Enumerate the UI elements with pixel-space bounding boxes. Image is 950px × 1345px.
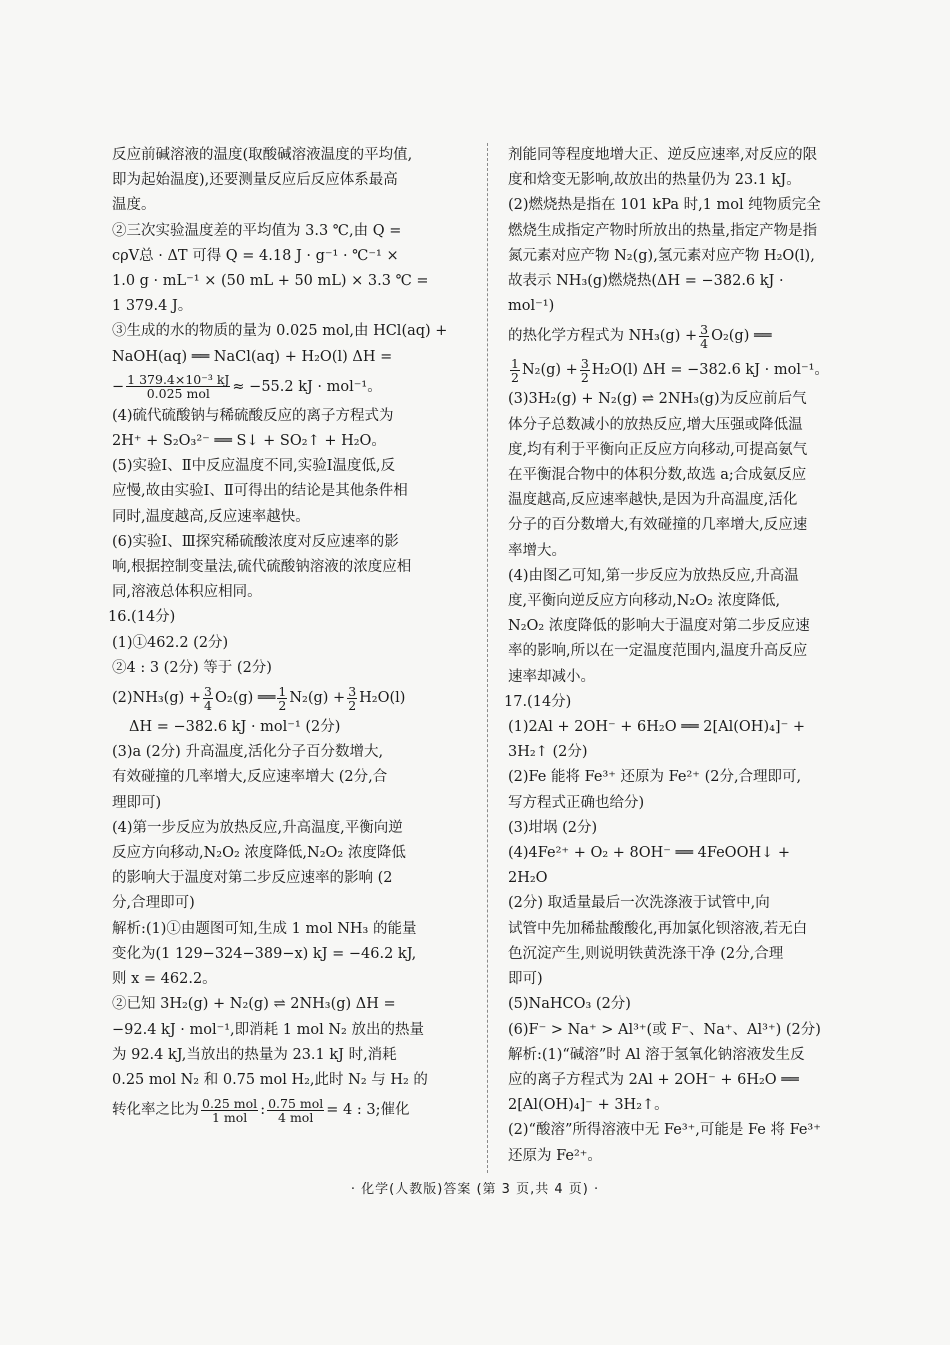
text-line: cρV总 · ΔT 可得 Q = 4.18 J · g⁻¹ · ℃⁻¹ × xyxy=(112,247,399,264)
text-line: 色沉淀产生,则说明铁黄洗涤干净 (2分,合理 xyxy=(508,945,784,962)
text-line: 温度越高,反应速率越快,是因为升高温度,活化 xyxy=(508,492,798,509)
fraction-denominator: 0.025 mol xyxy=(146,386,210,402)
text-line: 分,合理即可) xyxy=(112,895,195,912)
text-line: 同,溶液总体积应相同。 xyxy=(112,584,262,601)
text-line: 率的影响,所以在一定温度范围内,温度升高反应 xyxy=(508,643,808,660)
text-line: 反应前碱溶液的温度(取酸碱溶液温度的平均值, xyxy=(112,147,413,163)
text-line: 氮元素对应产物 N₂(g),氢元素对应产物 H₂O(l), xyxy=(508,247,815,264)
text-line: 度,平衡向逆反应方向移动,N₂O₂ 浓度降低, xyxy=(508,593,781,610)
equation-part: H₂O(l) ΔH = −382.6 kJ · mol⁻¹。 xyxy=(591,362,829,379)
ratio-colon: : xyxy=(260,1102,266,1119)
text-line: 度,均有利于平衡向正反应方向移动,可提高氨气 xyxy=(508,441,808,458)
equation-part: H₂O(l) xyxy=(359,690,406,707)
text-line: 剂能同等程度地增大正、逆反应速率,对反应的限 xyxy=(508,147,818,163)
text-line: (4)硫代硫酸钠与稀硫酸反应的离子方程式为 xyxy=(112,407,394,424)
text-line: (2分) 取适量最后一次洗涤液于试管中,向 xyxy=(508,895,770,912)
text-line: 1.0 g · mL⁻¹ × (50 mL + 50 mL) × 3.3 ℃ = xyxy=(112,273,429,290)
text-line: 在平衡混合物中的体积分数,故选 a;合成氨反应 xyxy=(508,467,807,484)
text-line: 1 379.4 J。 xyxy=(112,298,193,315)
equation-part: N₂(g) + xyxy=(521,362,578,379)
thermo-equation xyxy=(112,681,472,715)
text-line: NaOH(aq) ══ NaCl(aq) + H₂O(l) ΔH = xyxy=(112,348,393,365)
text-line: (5)实验Ⅰ、Ⅱ中反应温度不同,实验Ⅰ温度低,反 xyxy=(112,458,396,475)
text-line: 有效碰撞的几率增大,反应速率增大 (2分,合 xyxy=(112,769,388,786)
text-line: 度和焓变无影响,故放出的热量仍为 23.1 kJ。 xyxy=(508,172,801,189)
answer-line: ②4 : 3 (2分) 等于 (2分) xyxy=(112,659,272,676)
coefficient-fraction xyxy=(347,685,357,712)
text-line: 分子的百分数增大,有效碰撞的几率增大,反应速 xyxy=(508,517,808,534)
left-column xyxy=(108,143,472,1127)
text-line: 写方程式正确也给分) xyxy=(508,794,645,811)
text-line: (4)第一步反应为放热反应,升高温度,平衡向逆 xyxy=(112,819,403,836)
text-line: 解析:(1)①由题图可知,生成 1 mol NH₃ 的能量 xyxy=(112,920,417,937)
enthalpy-fraction xyxy=(126,373,230,400)
text-line: 燃烧生成指定产物时所放出的热量,指定产物是指 xyxy=(508,222,818,239)
equation-part: N₂(g) + xyxy=(289,690,346,707)
text-line: ②已知 3H₂(g) + N₂(g) ⇌ 2NH₃(g) ΔH = xyxy=(112,996,396,1013)
right-column xyxy=(504,143,833,1169)
equation-part: O₂(g) ══ xyxy=(711,328,772,345)
fraction-numerator: 0.25 mol xyxy=(202,1095,258,1111)
fraction-numerator: 1 379.4×10⁻³ kJ xyxy=(127,372,230,388)
text-line: 故表示 NH₃(g)燃烧热(ΔH = −382.6 kJ · mol⁻¹) xyxy=(508,273,784,315)
ratio-result: = 4 : 3;催化 xyxy=(326,1102,410,1119)
text-line: (6)F⁻ > Na⁺ > Al³⁺(或 F⁻、Na⁺、Al³⁺) (2分) xyxy=(508,1021,821,1038)
text-line: (2)Fe 能将 Fe³⁺ 还原为 Fe²⁺ (2分,合理即可, xyxy=(508,769,802,786)
enthalpy-equation xyxy=(112,370,472,404)
text-line: 变化为(1 129−324−389−x) kJ = −46.2 kJ, xyxy=(112,945,417,962)
question-17-heading: 17.(14分) xyxy=(504,693,572,710)
answer-line: (1)①462.2 (2分) xyxy=(112,634,229,651)
thermo-equation xyxy=(508,319,833,353)
text-line: 即可) xyxy=(508,971,543,988)
text-line: (6)实验Ⅰ、Ⅲ探究稀硫酸浓度对反应速率的影 xyxy=(112,533,399,550)
page-footer: · 化学(人教版)答案 (第 3 页,共 4 页) · xyxy=(350,1182,600,1197)
text-line: (3)坩埚 (2分) xyxy=(508,819,598,836)
fraction-denominator: 2 xyxy=(278,697,287,713)
text-line: 速率却减小。 xyxy=(508,668,595,685)
equation-part: 的热化学方程式为 NH₃(g) + xyxy=(508,328,698,345)
fraction-numerator: 3 xyxy=(348,683,357,699)
coefficient-fraction xyxy=(277,685,287,712)
coefficient-fraction xyxy=(580,357,590,384)
ratio-prefix: 转化率之比为 xyxy=(112,1102,199,1119)
fraction-numerator: 0.75 mol xyxy=(268,1095,324,1111)
text-line: 2[Al(OH)₄]⁻ + 3H₂↑。 xyxy=(508,1097,669,1114)
fraction-denominator: 4 mol xyxy=(278,1109,314,1125)
coefficient-fraction xyxy=(203,685,213,712)
text-line: 即为起始温度),还要测量反应后反应体系最高 xyxy=(112,172,398,189)
text-line: (3)3H₂(g) + N₂(g) ⇌ 2NH₃(g)为反应前后气 xyxy=(508,391,807,408)
fraction-denominator: 2 xyxy=(580,369,589,385)
fraction-numerator: 3 xyxy=(580,355,589,371)
coefficient-fraction xyxy=(699,323,709,350)
text-line: N₂O₂ 浓度降低的影响大于温度对第二步反应速 xyxy=(508,618,810,635)
text-line: ②三次实验温度差的平均值为 3.3 ℃,由 Q = xyxy=(112,222,402,239)
ratio-fraction xyxy=(267,1097,324,1124)
fraction-denominator: 1 mol xyxy=(211,1109,248,1125)
enthalpy-result: ≈ −55.2 kJ · mol⁻¹。 xyxy=(232,378,382,395)
thermo-equation xyxy=(508,353,833,387)
text-line: 0.25 mol N₂ 和 0.75 mol H₂,此时 N₂ 与 H₂ 的 xyxy=(112,1071,428,1088)
text-line: (4)4Fe²⁺ + O₂ + 8OH⁻ ══ 4FeOOH↓ + 2H₂O xyxy=(508,845,791,887)
text-line: 率增大。 xyxy=(508,542,566,559)
text-line: 试管中先加稀盐酸酸化,再加氯化钡溶液,若无白 xyxy=(508,920,808,937)
fraction-denominator: 2 xyxy=(511,369,519,385)
text-line: −92.4 kJ · mol⁻¹,即消耗 1 mol N₂ 放出的热量 xyxy=(112,1021,424,1038)
coefficient-fraction xyxy=(510,357,520,384)
text-line: 理即可) xyxy=(112,794,162,811)
text-line: (3)a (2分) 升高温度,活化分子百分数增大, xyxy=(112,744,384,761)
column-divider xyxy=(487,143,488,1173)
text-line: (1)2Al + 2OH⁻ + 6H₂O ══ 2[Al(OH)₄]⁻ + xyxy=(508,719,805,736)
equation-part: (2)NH₃(g) + xyxy=(112,690,202,707)
conversion-ratio-line xyxy=(112,1093,472,1127)
minus-sign: − xyxy=(112,378,125,395)
text-line: (2)“酸溶”所得溶液中无 Fe³⁺,可能是 Fe 将 Fe³⁺ xyxy=(508,1122,821,1139)
text-line: ③生成的水的物质的量为 0.025 mol,由 HCl(aq) + xyxy=(112,323,448,340)
text-line: 应慢,故由实验Ⅰ、Ⅱ可得出的结论是其他条件相 xyxy=(112,483,408,500)
text-line: 反应方向移动,N₂O₂ 浓度降低,N₂O₂ 浓度降低 xyxy=(112,845,406,862)
fraction-numerator: 3 xyxy=(700,321,709,337)
text-line: 则 x = 462.2。 xyxy=(112,971,217,988)
fraction-denominator: 4 xyxy=(700,335,709,351)
question-16-heading: 16.(14分) xyxy=(108,609,176,626)
text-line: 体分子总数减小的放热反应,增大压强或降低温 xyxy=(508,416,803,433)
text-line: 响,根据控制变量法,硫代硫酸钠溶液的浓度应相 xyxy=(112,559,412,576)
fraction-numerator: 1 xyxy=(278,683,287,699)
text-line: (4)由图乙可知,第一步反应为放热反应,升高温 xyxy=(508,567,799,584)
text-line: 为 92.4 kJ,当放出的热量为 23.1 kJ 时,消耗 xyxy=(112,1046,397,1063)
text-line: 同时,温度越高,反应速率越快。 xyxy=(112,508,310,525)
text-line: 还原为 Fe²⁺。 xyxy=(508,1147,602,1164)
ratio-fraction xyxy=(201,1097,258,1124)
text-line: 的影响大于温度对第二步反应速率的影响 (2 xyxy=(112,870,393,887)
text-line: 应的离子方程式为 2Al + 2OH⁻ + 6H₂O ══ xyxy=(508,1071,799,1088)
fraction-numerator: 3 xyxy=(204,683,212,699)
text-line: (2)燃烧热是指在 101 kPa 时,1 mol 纯物质完全 xyxy=(508,197,821,214)
equation-part: O₂(g) ══ xyxy=(215,690,276,707)
fraction-denominator: 4 xyxy=(204,697,212,713)
fraction-numerator: 1 xyxy=(511,355,519,371)
text-line: 2H⁺ + S₂O₃²⁻ ══ S↓ + SO₂↑ + H₂O。 xyxy=(112,433,386,450)
text-line: (5)NaHCO₃ (2分) xyxy=(508,996,631,1013)
text-line: 解析:(1)“碱溶”时 Al 溶于氢氧化钠溶液发生反 xyxy=(508,1046,805,1063)
answer-line: ΔH = −382.6 kJ · mol⁻¹ (2分) xyxy=(129,719,341,736)
fraction-denominator: 2 xyxy=(348,697,357,713)
text-line: 3H₂↑ (2分) xyxy=(508,744,588,761)
text-line: 温度。 xyxy=(112,197,156,214)
